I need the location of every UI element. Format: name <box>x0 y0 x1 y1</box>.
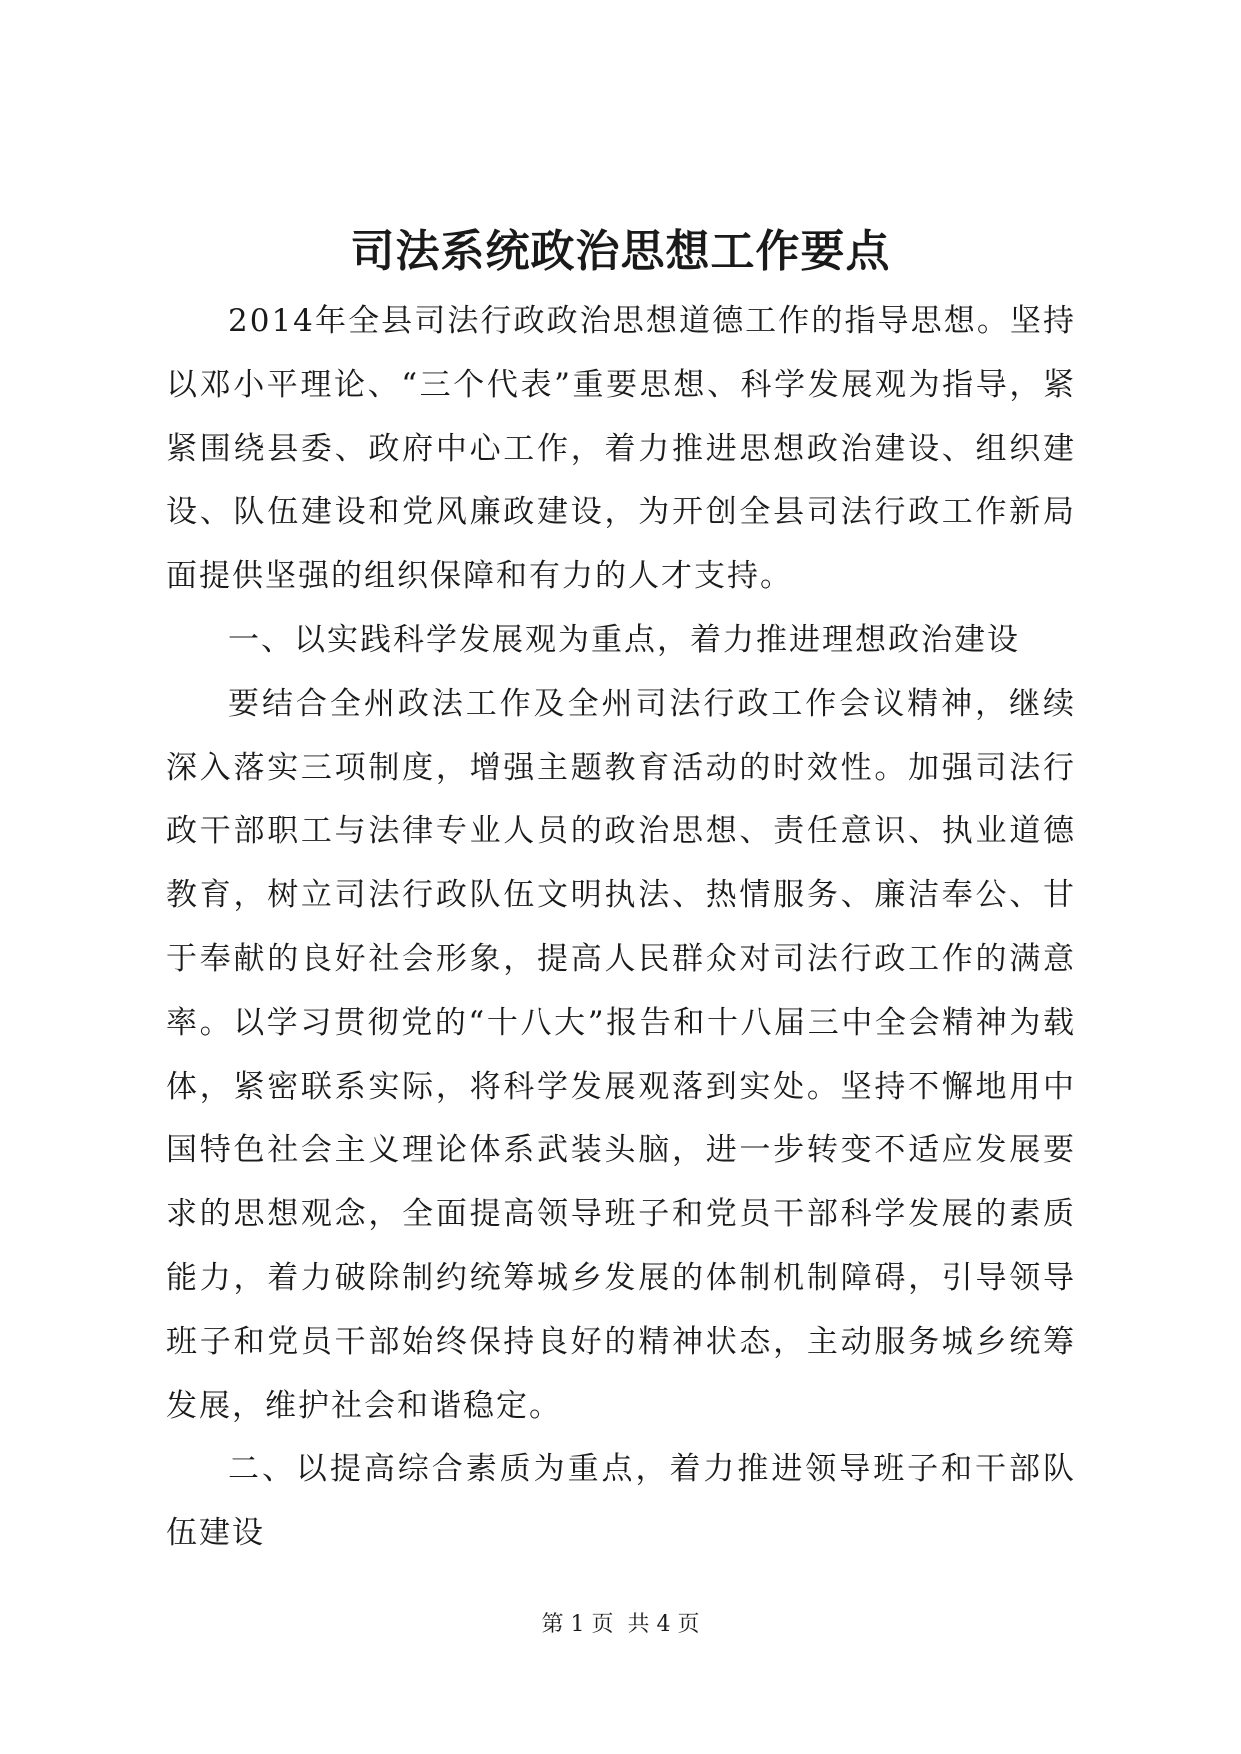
section-heading-2: 二、以提高综合素质为重点，着力推进领导班子和干部队伍建设 <box>166 1451 1076 1552</box>
paragraph-guiding-thought: 2014年全县司法行政政治思想道德工作的指导思想。坚持以邓小平理论、“三个代表”重要思想、科学发展观为指导，紧紧围绕县委、政府中心工作，着力推进思想政治建设、组织建设、队伍建设和党风廉政建设，为开创全县司法行政工作新局面提供坚强的组织保障和有力的人才支持。 <box>166 303 1076 595</box>
page-footer <box>0 1610 1241 1640</box>
document-title: 司法系统政治思想工作要点 <box>350 226 891 277</box>
document-body <box>166 290 1076 1566</box>
paragraph-section-1: 要结合全州政法工作及全州司法行政工作会议精神，继续深入落实三项制度，增强主题教育活动的时效性。加强司法行政干部职工与法律专业人员的政治思想、责任意识、执业道德教育，树立司法行政队伍文明执法、热情服务、廉洁奉公、甘于奉献的良好社会形象，提高人民群众对司法行政工作的满意率。以学习贯彻党的“十八大”报告和十八届三中全会精神为载体，紧密联系实际，将科学发展观落到实处。坚持不懈地用中国特色社会主义理论体系武装头脑，进一步转变不适应发展要求的思想观念，全面提高领导班子和党员干部科学发展的素质能力，着力破除制约统筹城乡发展的体制机制障碍，引导领导班子和党员干部始终保持良好的精神状态，主动服务城乡统筹发展，维护社会和谐稳定。 <box>166 685 1076 1424</box>
page-number-label: 第 1 页 共 4 页 <box>541 1612 700 1637</box>
section-heading-1: 一、以实践科学发展观为重点，着力推进理想政治建设 <box>228 621 1020 658</box>
